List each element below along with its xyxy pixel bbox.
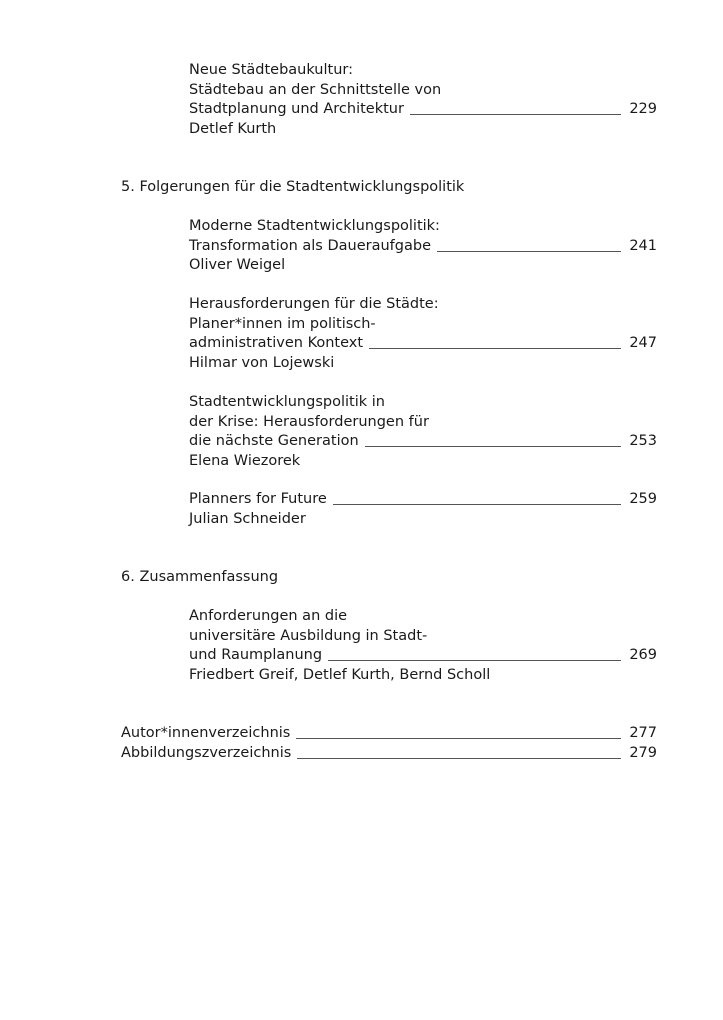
page-number: 277 [629,725,657,741]
page-number: 259 [629,491,657,507]
leader-line [369,348,621,349]
leader-line [297,758,621,759]
appendix-title: Autor*innenverzeichnis [121,725,291,741]
toc-entry-last-line [189,333,657,353]
toc-entry-title-line: der Krise: Herausforderungen für [189,414,429,430]
toc-entry-title-line: Städtebau an der Schnittstelle von [189,82,442,98]
toc-entry-title-line: Planer*innen im politisch- [189,316,376,332]
toc-entry-last-line [189,431,657,451]
toc-entry-title-line: Planners for Future [189,491,327,507]
toc-entry-author: Friedbert Greif, Detlef Kurth, Bernd Scholl [189,667,491,683]
page-number: 247 [629,335,657,351]
leader-line [410,114,621,115]
toc-entry-title-line: Stadtplanung und Architektur [189,101,404,117]
section-heading: 5. Folgerungen für die Stadtentwicklungspolitik [121,179,465,195]
toc-entry-title-line: Neue Städtebaukultur: [189,62,353,78]
toc-entry-last-line [189,489,657,509]
toc-entry-author: Detlef Kurth [189,121,277,137]
toc-entry-title-line: und Raumplanung [189,647,323,663]
toc-entry-last-line [189,99,657,119]
page-number: 241 [629,238,657,254]
toc-appendix-entry [121,723,657,743]
toc-appendix-entry [121,743,657,763]
toc-entry-title-line: Transformation als Daueraufgabe [189,238,431,254]
toc-entry-author: Oliver Weigel [189,257,286,273]
toc-entry-author: Elena Wiezorek [189,453,301,469]
toc-entry-title-line: Anforderungen an die [189,608,348,624]
toc-entry-title-line: die nächste Generation [189,433,359,449]
leader-line [437,251,621,252]
leader-line [365,446,622,447]
leader-line [333,504,622,505]
toc-entry-title-line: universitäre Ausbildung in Stadt- [189,628,428,644]
section-heading: 6. Zusammenfassung [121,569,279,585]
page-number: 253 [629,433,657,449]
toc-entry-author: Hilmar von Lojewski [189,355,335,371]
toc-entry-title-line: Herausforderungen für die Städte: [189,296,439,312]
toc-entry-last-line [189,236,657,256]
page-number: 279 [629,745,657,761]
toc-entry-title-line: administrativen Kontext [189,335,364,351]
toc-entry-title-line: Moderne Stadtentwicklungspolitik: [189,218,440,234]
toc-entry-author: Julian Schneider [189,511,306,527]
page-number: 269 [629,647,657,663]
leader-line [296,738,621,739]
page-number: 229 [629,101,657,117]
toc-entry-title-line: Stadtentwicklungspolitik in [189,394,385,410]
appendix-title: Abbildungszverzeichnis [121,745,292,761]
leader-line [328,660,621,661]
toc-entry-last-line [189,645,657,665]
